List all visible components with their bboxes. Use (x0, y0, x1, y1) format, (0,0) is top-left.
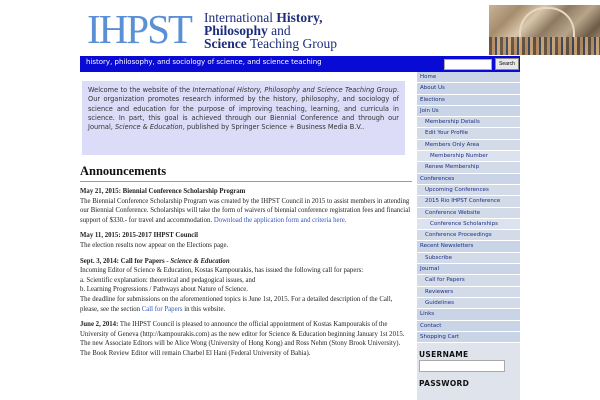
sidebar-item-conference-proceedings[interactable]: Conference Proceedings (417, 230, 520, 241)
sidebar-item-journal[interactable]: Journal (417, 264, 520, 275)
sidebar-item-membership-details[interactable]: Membership Details (417, 117, 520, 128)
sidebar-item-renew-membership[interactable]: Renew Membership (417, 162, 520, 173)
sidebar-item-members-only-area[interactable]: Members Only Area (417, 140, 520, 151)
welcome-text-part: . Our organization promotes research informed by the history, philosophy, and sociology of science and education for the purpose of improving teaching, learning, and curricula in science. In part, this goal is achieved through our Biennial Conference and through our Journal, (88, 86, 399, 132)
announcements-list (80, 187, 412, 365)
sidebar-item-home[interactable]: Home (417, 72, 520, 83)
org-name: International History, Philosophy and Science Teaching Group (192, 86, 397, 94)
announcement-date: June 2, 2014: (80, 321, 119, 329)
sidebar (417, 72, 520, 400)
sidebar-item-guidelines[interactable]: Guidelines (417, 298, 520, 309)
site-tagline: history, philosophy, and sociology of science, and science teaching (86, 58, 322, 66)
username-input[interactable] (419, 360, 505, 372)
site-name-word: Philosophy (204, 23, 268, 38)
announcement-line: a. Scientific explanation: theoretical and pedagogical issues, and (80, 276, 256, 284)
sidebar-item-conference-website[interactable]: Conference Website (417, 208, 520, 219)
username-label: USERNAME (419, 350, 469, 360)
header-painting-image (489, 5, 600, 55)
welcome-text-part: , published by Springer Science + Business Media B.V.. (182, 123, 365, 132)
sidebar-item-call-for-papers[interactable]: Call for Papers (417, 275, 520, 286)
site-name-word: and (267, 23, 291, 38)
announcement-body: The IHPST Council is pleased to announce the official appointment of Kostas Kampourakis of the University of Geneva (http://kampourakis.com) as the new editor for Science & Education beginning January 1st 2015. The new Associate Editors will be Alice Wong (University of Hong Kong) and Ross Nehm (Stony Brook University). The Book Review Editor will remain Charbel El Hani (Federal University of Bahia). (80, 321, 405, 357)
sidebar-item-links[interactable]: Links (417, 309, 520, 320)
announcement-body: The Biennial Conference Scholarship Program was created by the IHPST Council in 2015 to assist members in attending our Biennial Conference. Scholarships will take the form of waivers of biennial conference registration fees and financial support of $330.- for travel and accommodation. (80, 197, 411, 224)
site-name-word: International (204, 10, 277, 25)
announcement-line: b. Learning Progressions / Pathways about Nature of Science. (80, 286, 248, 294)
welcome-text (88, 86, 399, 132)
site-name-word: Teaching Group (246, 36, 338, 51)
sidebar-item-reviewers[interactable]: Reviewers (417, 287, 520, 298)
announcement-item (80, 320, 412, 358)
password-label: PASSWORD (419, 379, 470, 389)
sidebar-item-shopping-cart[interactable]: Shopping Cart (417, 332, 520, 343)
announcement-line: Incoming Editor of Science & Education, Kostas Kampourakis, has issued the following call for papers: (80, 267, 364, 275)
painting-figures (489, 37, 600, 55)
site-header (80, 0, 520, 56)
site-name (204, 11, 337, 50)
announcement-line: The deadline for submissions on the aforementioned topics is June 1st, 2015. For a detailed description of the Call, please, see the section (80, 295, 393, 313)
sidebar-item-edit-your-profile[interactable]: Edit Your Profile (417, 128, 520, 139)
sidebar-item-membership-number[interactable]: Membership Number (417, 151, 520, 162)
site-logo[interactable]: IHPST (87, 6, 191, 52)
journal-name: Science & Education (115, 123, 183, 132)
sidebar-item-about-us[interactable]: About Us (417, 83, 520, 94)
site-name-line (204, 37, 337, 50)
sidebar-item-subscribe[interactable]: Subscribe (417, 253, 520, 264)
main-content (80, 72, 412, 400)
sidebar-item-join-us[interactable]: Join Us (417, 106, 520, 117)
sidebar-item-conferences[interactable]: Conferences (417, 174, 520, 185)
sidebar-nav (417, 72, 520, 343)
search-input[interactable] (444, 59, 492, 70)
announcement-title: May 11, 2015: 2015-2017 IHPST Council (80, 232, 199, 240)
announcement-item (80, 231, 412, 250)
journal-name: Science & Education (170, 257, 230, 265)
tagline-bar (80, 56, 520, 72)
call-for-papers-link[interactable]: Call for Papers (141, 305, 183, 313)
announcement-item (80, 257, 412, 315)
announcement-item (80, 187, 412, 225)
sidebar-item-elections[interactable]: Elections (417, 95, 520, 106)
welcome-text-part: Welcome to the website of the (88, 86, 193, 94)
announcement-title-part: Sept. 3, 2014: Call for Papers - (80, 257, 171, 265)
sidebar-item-2015-rio-ihpst-conference[interactable]: 2015 Rio IHPST Conference (417, 196, 520, 207)
announcement-line: in this website. (182, 305, 226, 313)
announcement-title: May 21, 2015: Biennial Conference Scholarship Program (80, 188, 246, 195)
sidebar-item-upcoming-conferences[interactable]: Upcoming Conferences (417, 185, 520, 196)
site-name-word: History, (276, 10, 323, 25)
announcements-heading: Announcements (80, 164, 412, 182)
announcement-title (80, 257, 412, 267)
sidebar-item-conference-scholarships[interactable]: Conference Scholarships (417, 219, 520, 230)
application-form-link[interactable]: Download the application form and criteria here. (213, 216, 347, 224)
sidebar-item-contact[interactable]: Contact (417, 321, 520, 332)
announcement-body: The election results now appear on the Elections page. (80, 241, 229, 249)
sidebar-item-recent-newsletters[interactable]: Recent Newsletters (417, 241, 520, 252)
welcome-box (82, 81, 405, 155)
painting-arch (519, 7, 575, 39)
search-button[interactable]: Search (495, 58, 519, 70)
site-name-word: Science (204, 36, 247, 51)
